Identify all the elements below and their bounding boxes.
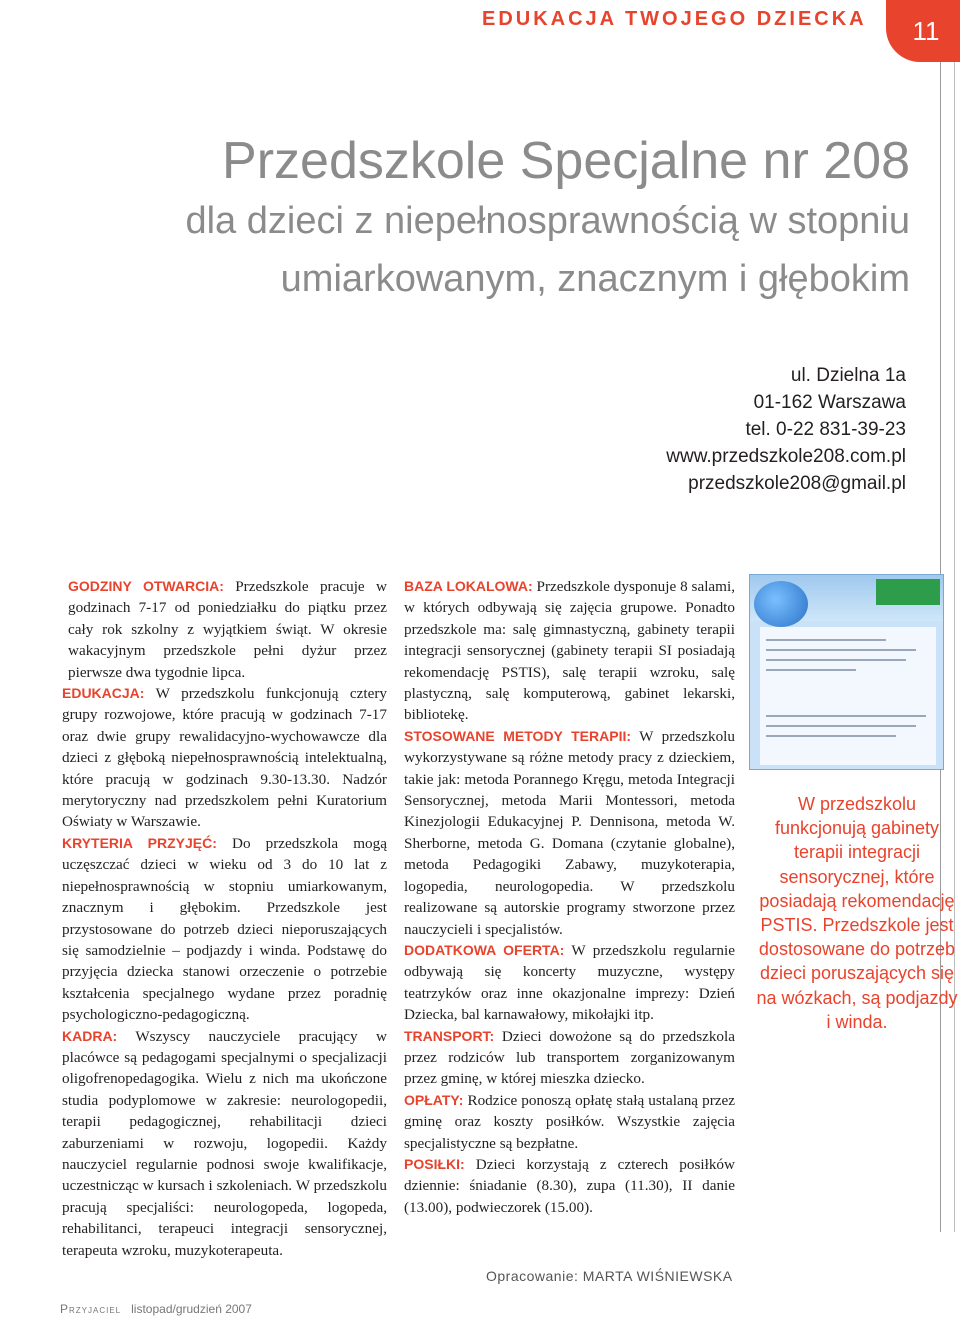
screenshot-text-line (766, 659, 906, 661)
paragraph-text: Dzieci korzystają z czterech posiłków dziennie: śniadanie (8.30), zupa (11.30), II danie (13.00), podwieczorek (15.00). (404, 1155, 735, 1216)
paragraph-label: KADRA: (62, 1027, 118, 1044)
subtitle-line: umiarkowanym, znacznym i głębokim (280, 258, 910, 300)
paragraph-text: Przedszkole pracuje w godzinach 7-17 od poniedziałku do piątku przez cały rok szkolny z wyjątkiem świąt. W okresie wakacyjnym przedszkole pełni dyżur przez pierwsze dwa tygodnie lipca. (68, 578, 387, 681)
paragraph-label: OPŁATY: (404, 1091, 464, 1108)
paragraph (404, 1154, 735, 1218)
street: ul. Dzielna 1a (790, 365, 906, 386)
paragraph (404, 1026, 735, 1090)
frame-divider (954, 62, 955, 1232)
screenshot-text-line (766, 715, 926, 717)
paragraph (404, 940, 735, 1026)
title-line: Przedszkole Specjalne nr 208 (222, 132, 910, 190)
issue-date: listopad/grudzień 2007 (131, 1302, 252, 1316)
paragraph-text: Przedszkole dysponuje 8 salami, w których odbywają się zajęcia grupowe. Ponadto przedszkole ma: salę gimnastyczną, gabinety terapii integracji sensorycznej (gabinety terapii SI posiadają rekomendację PSTIS), salę terapii wzroku, salę plastyczną, salę komputerową, gabinet lekarski, bibliotekę. (404, 578, 735, 724)
paragraph-text: Do przedszkola mogą uczęszczać dzieci w wieku od 3 do 10 lat z niepełnosprawnością w stopniu umiarkowanym, znacznym i głębokim. Przedszkole jest przystosowane do potrzeb dzieci nieporuszających się samodzielnie – podjazdy i winda. Podstawę do przyjęcia dziecka stanowi orzeczenie o potrzebie kształcenia specjalnego wydane przez poradnię psychologiczno-pedagogiczną. (62, 834, 387, 1024)
article-column-left (62, 576, 387, 1261)
paragraph-label: POSIŁKI: (404, 1155, 465, 1172)
paragraph-text: W przedszkolu funkcjonują cztery grupy rozwojowe, które pracują w godzinach 7-17 oraz dwie grupy rewalidacyjno-wychowawcze dla dzieci z głęboką niepełnosprawnością intelektualną, które pracują w godzinach 9.30-13.30. Nadzór merytoryczny nad przedszkolem pełni Kuratorium Oświaty w Warszawie. (62, 685, 387, 831)
paragraph-label: BAZA LOKALOWA: (404, 578, 533, 594)
paragraph (62, 576, 387, 683)
author-credit: Opracowanie: MARTA WIŚNIEWSKA (486, 1268, 733, 1284)
screenshot-logo (876, 579, 940, 605)
elephant-mascot-icon (754, 581, 808, 627)
paragraph (404, 576, 735, 726)
paragraph-text: W przedszkolu wykorzystywane są różne metody pracy z dzieckiem, takie jak: metoda Porannego Kręgu, metoda Integracji Sensorycznej, metoda Marii Montessori, metoda Kinezjologii Edukacyjnej P. Dennisona, metoda W. Sherborne, metoda G. Domana (czytanie globalne), metoda Pedagogiki Zabawy, muzykoterapia, logopedia, neurologopedia. W przedszkolu realizowane są autorskie programy stworzone przez nauczycieli i specjalistów. (404, 727, 736, 938)
pull-quote: W przedszkolu funkcjonują gabinety terapii integracji sensorycznej, które posiadają rekomendację PSTIS. Przedszkole jest dostosowane do potrzeb dzieci poruszających się na wózkach, są podjazdy i winda. (756, 794, 958, 1032)
paragraph-label: KRYTERIA PRZYJĘĆ: (62, 834, 217, 851)
paragraph-label: EDUKACJA: (62, 685, 145, 702)
section-header: EDUKACJA TWOJEGO DZIECKA (482, 8, 867, 30)
screenshot-content (760, 627, 936, 765)
city: 01-162 Warszawa (753, 392, 906, 413)
screenshot-text-line (766, 725, 916, 727)
website-screenshot-image (749, 574, 944, 770)
paragraph (404, 1090, 735, 1154)
page-title (130, 130, 910, 308)
screenshot-text-line (766, 735, 896, 737)
paragraph-label: GODZINY OTWARCIA: (68, 578, 224, 594)
publication-name: Przyjaciel (60, 1302, 122, 1316)
subtitle-line: dla dzieci z niepełnosprawnością w stopniu (185, 200, 910, 242)
paragraph (62, 1026, 387, 1261)
screenshot-text-line (766, 669, 856, 671)
page-footer (60, 1302, 252, 1316)
address-block (560, 362, 906, 497)
page-number-badge: 11 (886, 0, 960, 62)
screenshot-text-line (766, 649, 916, 651)
paragraph-label: STOSOWANE METODY TERAPII: (404, 727, 632, 744)
paragraph-text: W przedszkolu regularnie odbywają się koncerty muzyczne, występy teatrzyków oraz inne okazjonalne imprezy: Dzień Dziecka, bal karnawałowy, mikołajki itp. (404, 941, 735, 1024)
article-column-right (404, 576, 735, 1218)
paragraph-label: TRANSPORT: (404, 1027, 495, 1044)
phone: tel. 0-22 831-39-23 (745, 419, 906, 440)
paragraph (62, 833, 387, 1026)
website-link[interactable]: www.przedszkole208.com.pl (666, 446, 906, 467)
paragraph (62, 683, 387, 833)
paragraph-text: Rodzice ponoszą opłatę stałą ustalaną przez gminę oraz koszty posiłków. Wszystkie zajęcia specjalistyczne są bezpłatne. (404, 1091, 735, 1152)
email-link[interactable]: przedszkole208@gmail.pl (688, 473, 906, 494)
paragraph (404, 726, 735, 940)
paragraph-text: Wszyscy nauczyciele pracujący w placówce są pedagogami specjalnymi o specjalizacji oligofrenopedagogika. Wielu z nich ma ukończone studia podyplomowe w zakresie: neurologopedii, terapii pedagogicznej, rehabilitacji dzieci zaburzeniami w rozwoju, logopedii. Każdy nauczyciel regularnie podnosi swoje kwalifikacje, uczestnicząc w kursach i szkoleniach. W przedszkolu pracują specjaliści: neurologopeda, logopeda, rehabilitanci, terapeuci integracji sensorycznej, terapeuta wzroku, muzykoterapeuta. (62, 1027, 387, 1259)
paragraph-text: Dzieci dowożone są do przedszkola przez rodziców lub transportem zorganizowanym przez gminę, w której mieszka dziecko. (404, 1027, 735, 1088)
paragraph-label: DODATKOWA OFERTA: (404, 941, 565, 958)
screenshot-text-line (766, 639, 886, 641)
